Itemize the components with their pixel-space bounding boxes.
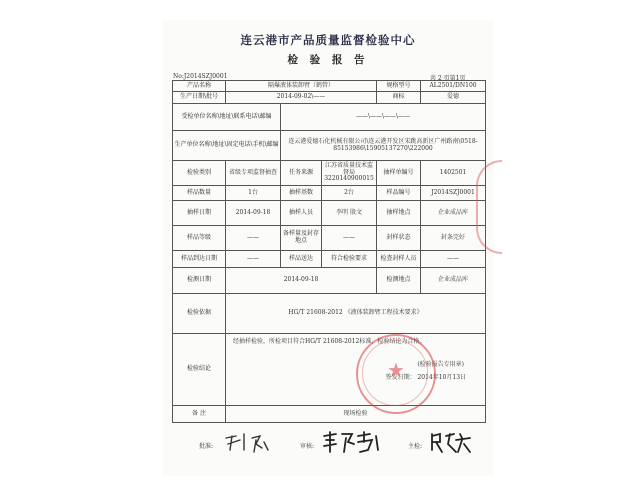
row-product-name (173, 81, 486, 92)
report-table (172, 80, 486, 423)
row-test-date (173, 268, 486, 294)
row-remarks (173, 406, 486, 423)
sample-grade-label: 样品等级 (173, 226, 226, 251)
row-sampling-date (173, 201, 486, 226)
client-label: 受检单位名称\地址\联系电话\邮编 (173, 104, 281, 131)
conclusion-label: 检验结论 (173, 334, 226, 406)
sampling-place-label: 抽样地点 (377, 201, 421, 226)
sampling-date-value: 2014-09-18 (226, 201, 281, 226)
row-manufacturer (173, 131, 486, 161)
row-client (173, 104, 486, 131)
task-source-value: 江苏省质量技术监督局 3220140900015 (322, 161, 377, 186)
inspection-type-label: 检验类别 (173, 161, 226, 186)
sample-qty-value: 1台 (226, 186, 281, 201)
inspection-type-value: 省级专项监督抽查 (226, 161, 281, 186)
inspection-seal (356, 334, 436, 414)
model-value: AL2501/DN100 (421, 81, 486, 92)
sampling-no-value: 1402501 (421, 161, 486, 186)
backup-value: —— (322, 226, 377, 251)
trademark-label: 商标 (377, 92, 421, 104)
issue-date: 签发日期： 2014年10月13日 (385, 373, 467, 381)
conclusion-stamp-label: (检验报告专用章) (417, 361, 465, 369)
meets-requirements-label: 符合检验要求 (322, 251, 377, 268)
model-label: 规格型号 (377, 81, 421, 92)
seal-state-value: 封条完好 (421, 226, 486, 251)
inspect-signature (428, 430, 472, 454)
sampling-place-value: 企业成品库 (421, 201, 486, 226)
manufacturer-label: 生产单位名称\地址\固定电话\手机\邮编 (173, 131, 281, 161)
product-name-value: 隔爆液体装卸臂（鹤管） (226, 81, 377, 92)
test-date-value: 2014-09-18 (226, 268, 377, 294)
page-number: 共 2 页第1页 (430, 75, 466, 82)
sample-send-label: 样品送达 (281, 251, 322, 268)
seal-state-label: 封样状态 (377, 226, 421, 251)
review-label: 审核: (300, 443, 315, 450)
approve-label: 批准: (199, 443, 214, 450)
seal-checker-value: —— (421, 251, 486, 268)
report-title: 检 验 报 告 (287, 54, 369, 66)
backup-label: 备样量及封存地点 (281, 226, 322, 251)
row-inspection-type (173, 161, 486, 186)
trademark-value: 爱德 (421, 92, 486, 104)
row-basis (173, 294, 486, 334)
sampler-value: 李明 殷文 (322, 201, 377, 226)
sampling-no-label: 抽样单编号 (377, 161, 421, 186)
remarks-label: 备 注 (173, 406, 226, 423)
arrival-date-value: —— (226, 251, 281, 268)
sample-qty-label: 样品数量 (173, 186, 226, 201)
basis-label: 检验依据 (173, 294, 226, 334)
row-sample-qty (173, 186, 486, 201)
row-conclusion (173, 334, 486, 406)
remarks-value: 现场检验 (226, 406, 486, 423)
seal-checker-label: 检查封样人员 (377, 251, 421, 268)
sampling-date-label: 抽样日期 (173, 201, 226, 226)
report-number: No:J2014SZJ0001 (173, 73, 228, 80)
review-signature (320, 430, 382, 454)
production-date-value: 2014-09-02\—— (226, 92, 377, 104)
page-seam-seal (476, 160, 502, 254)
test-location-value: 企业成品库 (421, 268, 486, 294)
product-name-label: 产品名称 (173, 81, 226, 92)
client-value: ——\——\——\—— (281, 104, 486, 131)
org-name: 连云港市产品质量监督检验中心 (240, 33, 416, 47)
sample-no-value: J2014SZJ0001 (421, 186, 486, 201)
test-location-label: 检测地点 (377, 268, 421, 294)
sample-no-label: 样品编号 (377, 186, 421, 201)
basis-value: HG/T 21608-2012 《液体装卸臂工程技术要求》 (226, 294, 486, 334)
sampler-label: 抽样人员 (281, 201, 322, 226)
production-date-label: 生产日期\批号 (173, 92, 226, 104)
conclusion-text: 经抽样检验，所检项目符合HG/T 21608-2012标准，检验结论为合格。 (233, 338, 426, 346)
sampling-base-label: 抽样基数 (281, 186, 322, 201)
approve-signature (222, 430, 272, 454)
inspect-label: 主检: (408, 443, 423, 450)
row-arrival-date (173, 251, 486, 268)
seal-star-icon: ★ (387, 358, 405, 382)
manufacturer-value: 连云港爱德石化机械有限公司\连云港开发区宋跳高新区广州路南\0518-85153986\15905137270\222000 (281, 131, 486, 161)
sampling-base-value: 2台 (322, 186, 377, 201)
test-date-label: 检测日期 (173, 268, 226, 294)
row-sample-grade (173, 226, 486, 251)
arrival-date-label: 样品到达日期 (173, 251, 226, 268)
sample-grade-value: —— (226, 226, 281, 251)
task-source-label: 任务来源 (281, 161, 322, 186)
row-production-date (173, 92, 486, 104)
